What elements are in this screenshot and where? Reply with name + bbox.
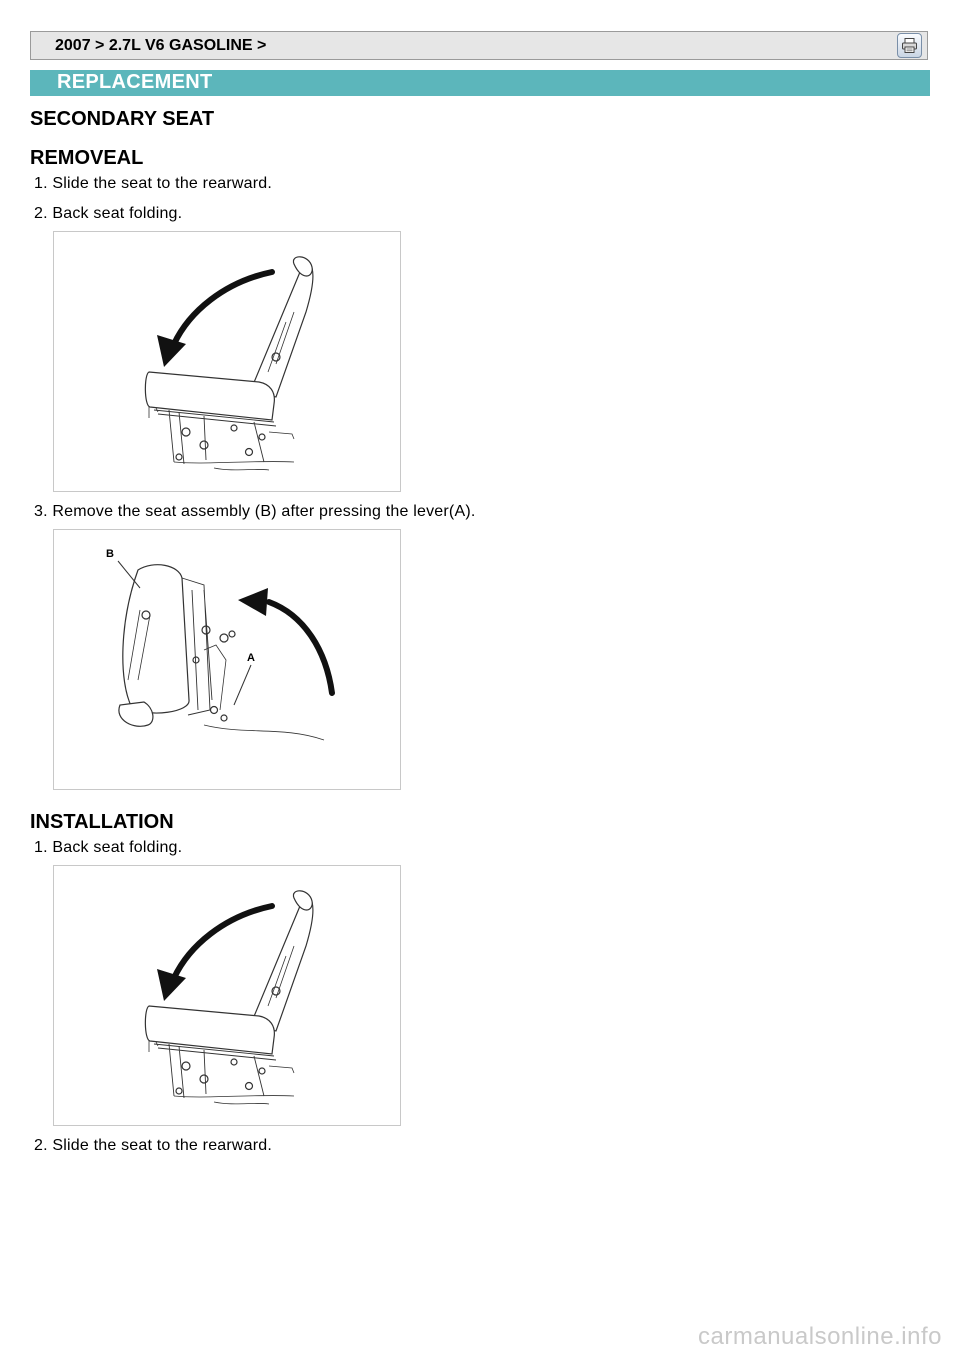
label-b: B — [106, 548, 114, 560]
removal-step-1: 1. Slide the seat to the rearward. — [34, 175, 273, 192]
seat-folding-illustration — [54, 232, 400, 491]
breadcrumb-text: 2007 > 2.7L V6 GASOLINE > — [55, 37, 267, 54]
installation-step-2: 2. Slide the seat to the rearward. — [34, 1137, 273, 1154]
print-button[interactable] — [897, 33, 922, 58]
label-a: A — [247, 652, 255, 664]
removal-step-2: 2. Back seat folding. — [34, 205, 183, 222]
installation-step-1: 1. Back seat folding. — [34, 839, 183, 856]
figure-seat-removal — [53, 529, 401, 790]
printer-icon — [901, 37, 918, 54]
seat-folding-illustration-2 — [54, 866, 400, 1125]
removal-heading: REMOVEAL — [30, 147, 144, 169]
section-banner — [30, 70, 930, 96]
page-title: SECONDARY SEAT — [30, 108, 215, 130]
installation-heading: INSTALLATION — [30, 811, 174, 833]
figure-seat-folding-2 — [53, 865, 401, 1126]
breadcrumb — [30, 31, 928, 60]
seat-removal-illustration — [54, 530, 400, 789]
removal-step-3: 3. Remove the seat assembly (B) after pressing the lever(A). — [34, 503, 476, 520]
section-title: REPLACEMENT — [57, 71, 213, 93]
figure-seat-folding-1 — [53, 231, 401, 492]
watermark: carmanualsonline.info — [698, 1323, 942, 1350]
